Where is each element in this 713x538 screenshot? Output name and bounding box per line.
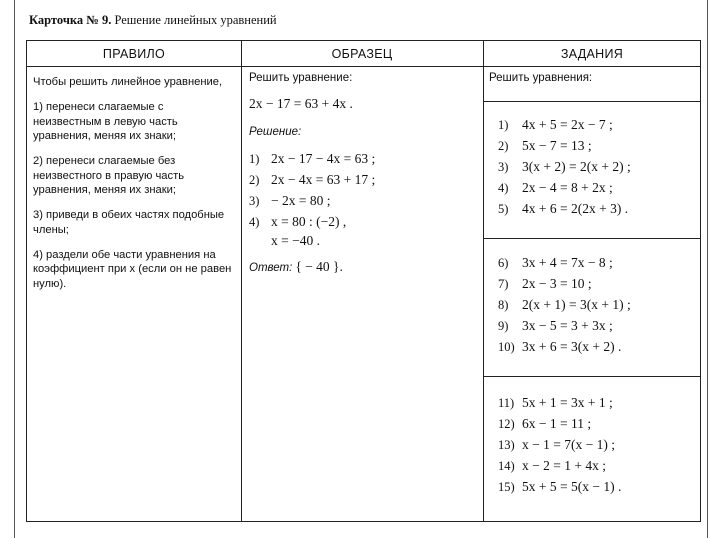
task-item bbox=[498, 416, 591, 432]
task-item bbox=[498, 479, 621, 495]
task-equation: 6x − 1 = 11 ; bbox=[522, 416, 592, 431]
rule-step: 2) перенеси слагаемые без неизвестного в правую часть уравнения, меняя их знаки; bbox=[33, 155, 185, 196]
task-equation: 5x − 7 = 13 ; bbox=[522, 138, 592, 153]
solution-step bbox=[249, 214, 346, 230]
worksheet-table bbox=[26, 40, 701, 522]
column-divider-1 bbox=[241, 41, 242, 521]
task-number: 6) bbox=[498, 256, 509, 270]
task-equation: 5x + 1 = 3x + 1 ; bbox=[522, 395, 613, 410]
card-subtitle: Решение линейных уравнений bbox=[114, 13, 277, 27]
task-number: 4) bbox=[498, 181, 509, 195]
task-number: 1) bbox=[498, 118, 509, 132]
step-number: 1) bbox=[249, 152, 260, 166]
card-label: Карточка № 9. bbox=[29, 13, 112, 27]
task-item bbox=[498, 255, 613, 271]
task-equation: 5x + 5 = 5(x − 1) . bbox=[522, 479, 622, 494]
task-number: 3) bbox=[498, 160, 509, 174]
step-text: x = −40 . bbox=[271, 233, 320, 248]
step-text: 2x − 17 − 4x = 63 ; bbox=[271, 151, 376, 166]
header-sample: ОБРАЗЕЦ bbox=[331, 47, 393, 61]
solution-step bbox=[249, 193, 330, 209]
task-equation: x − 1 = 7(x − 1) ; bbox=[522, 437, 615, 452]
step-text: x = 80 : (−2) , bbox=[271, 214, 347, 229]
task-equation: 4x + 6 = 2(2x + 3) . bbox=[522, 201, 629, 216]
task-equation: 4x + 5 = 2x − 7 ; bbox=[522, 117, 613, 132]
task-number: 15) bbox=[498, 480, 515, 494]
task-item bbox=[498, 458, 606, 474]
task-number: 11) bbox=[498, 396, 515, 410]
task-item bbox=[498, 201, 628, 217]
step-text: − 2x = 80 ; bbox=[271, 193, 331, 208]
task-number: 13) bbox=[498, 438, 515, 452]
rule-step: 1) перенеси слагаемые с неизвестным в левую часть уравнения, меняя их знаки; bbox=[33, 101, 178, 142]
tasks-divider-2 bbox=[483, 376, 700, 377]
solution-step bbox=[249, 172, 375, 188]
task-item bbox=[498, 180, 613, 196]
task-number: 12) bbox=[498, 417, 515, 431]
answer-value: { − 40 }. bbox=[295, 259, 343, 274]
answer-line bbox=[249, 259, 343, 275]
step-number: 2) bbox=[249, 173, 260, 187]
header-tasks: ЗАДАНИЯ bbox=[560, 47, 624, 61]
task-number: 8) bbox=[498, 298, 509, 312]
task-item bbox=[498, 276, 592, 292]
header-divider bbox=[27, 66, 700, 67]
task-equation: 2x − 4 = 8 + 2x ; bbox=[522, 180, 613, 195]
page-edge-left bbox=[14, 0, 15, 538]
rule-column bbox=[33, 75, 233, 302]
task-equation: 2x − 3 = 10 ; bbox=[522, 276, 592, 291]
step-text: 2x − 4x = 63 + 17 ; bbox=[271, 172, 376, 187]
task-item bbox=[498, 395, 613, 411]
task-item bbox=[498, 159, 631, 175]
rule-step: 4) раздели обе части уравнения на коэффициент при x (если он не равен нулю). bbox=[33, 248, 232, 290]
task-item bbox=[498, 437, 615, 453]
tasks-divider-1 bbox=[483, 238, 700, 239]
task-number: 7) bbox=[498, 277, 509, 291]
task-number: 14) bbox=[498, 459, 515, 473]
step-number: 4) bbox=[249, 215, 260, 229]
sample-prompt: Решить уравнение: bbox=[249, 72, 353, 84]
task-item bbox=[498, 297, 631, 313]
task-number: 5) bbox=[498, 202, 509, 216]
answer-label: Ответ: bbox=[249, 262, 293, 274]
solution-label: Решение: bbox=[249, 126, 302, 138]
task-number: 9) bbox=[498, 319, 509, 333]
task-item bbox=[498, 339, 621, 355]
task-equation: 3(x + 2) = 2(x + 2) ; bbox=[522, 159, 631, 174]
page-edge-right bbox=[707, 0, 708, 538]
task-number: 2) bbox=[498, 139, 509, 153]
solution-step bbox=[249, 151, 375, 167]
task-equation: x − 2 = 1 + 4x ; bbox=[522, 458, 606, 473]
task-equation: 3x − 5 = 3 + 3x ; bbox=[522, 318, 613, 333]
solution-step bbox=[249, 233, 320, 249]
sample-equation: 2x − 17 = 63 + 4x . bbox=[249, 96, 353, 111]
header-rule: ПРАВИЛО bbox=[102, 47, 166, 61]
tasks-divider-0 bbox=[483, 101, 700, 102]
rule-intro: Чтобы решить линейное уравнение, bbox=[33, 76, 223, 88]
task-item bbox=[498, 117, 613, 133]
task-equation: 2(x + 1) = 3(x + 1) ; bbox=[522, 297, 631, 312]
task-equation: 3x + 4 = 7x − 8 ; bbox=[522, 255, 613, 270]
card-title bbox=[29, 13, 277, 28]
step-number: 3) bbox=[249, 194, 260, 208]
task-item bbox=[498, 138, 592, 154]
task-item bbox=[498, 318, 613, 334]
task-equation: 3x + 6 = 3(x + 2) . bbox=[522, 339, 622, 354]
task-number: 10) bbox=[498, 340, 515, 354]
column-divider-2 bbox=[483, 41, 484, 521]
tasks-prompt: Решить уравнения: bbox=[489, 72, 593, 84]
rule-step: 3) приведи в обеих частях подобные члены; bbox=[33, 209, 225, 236]
